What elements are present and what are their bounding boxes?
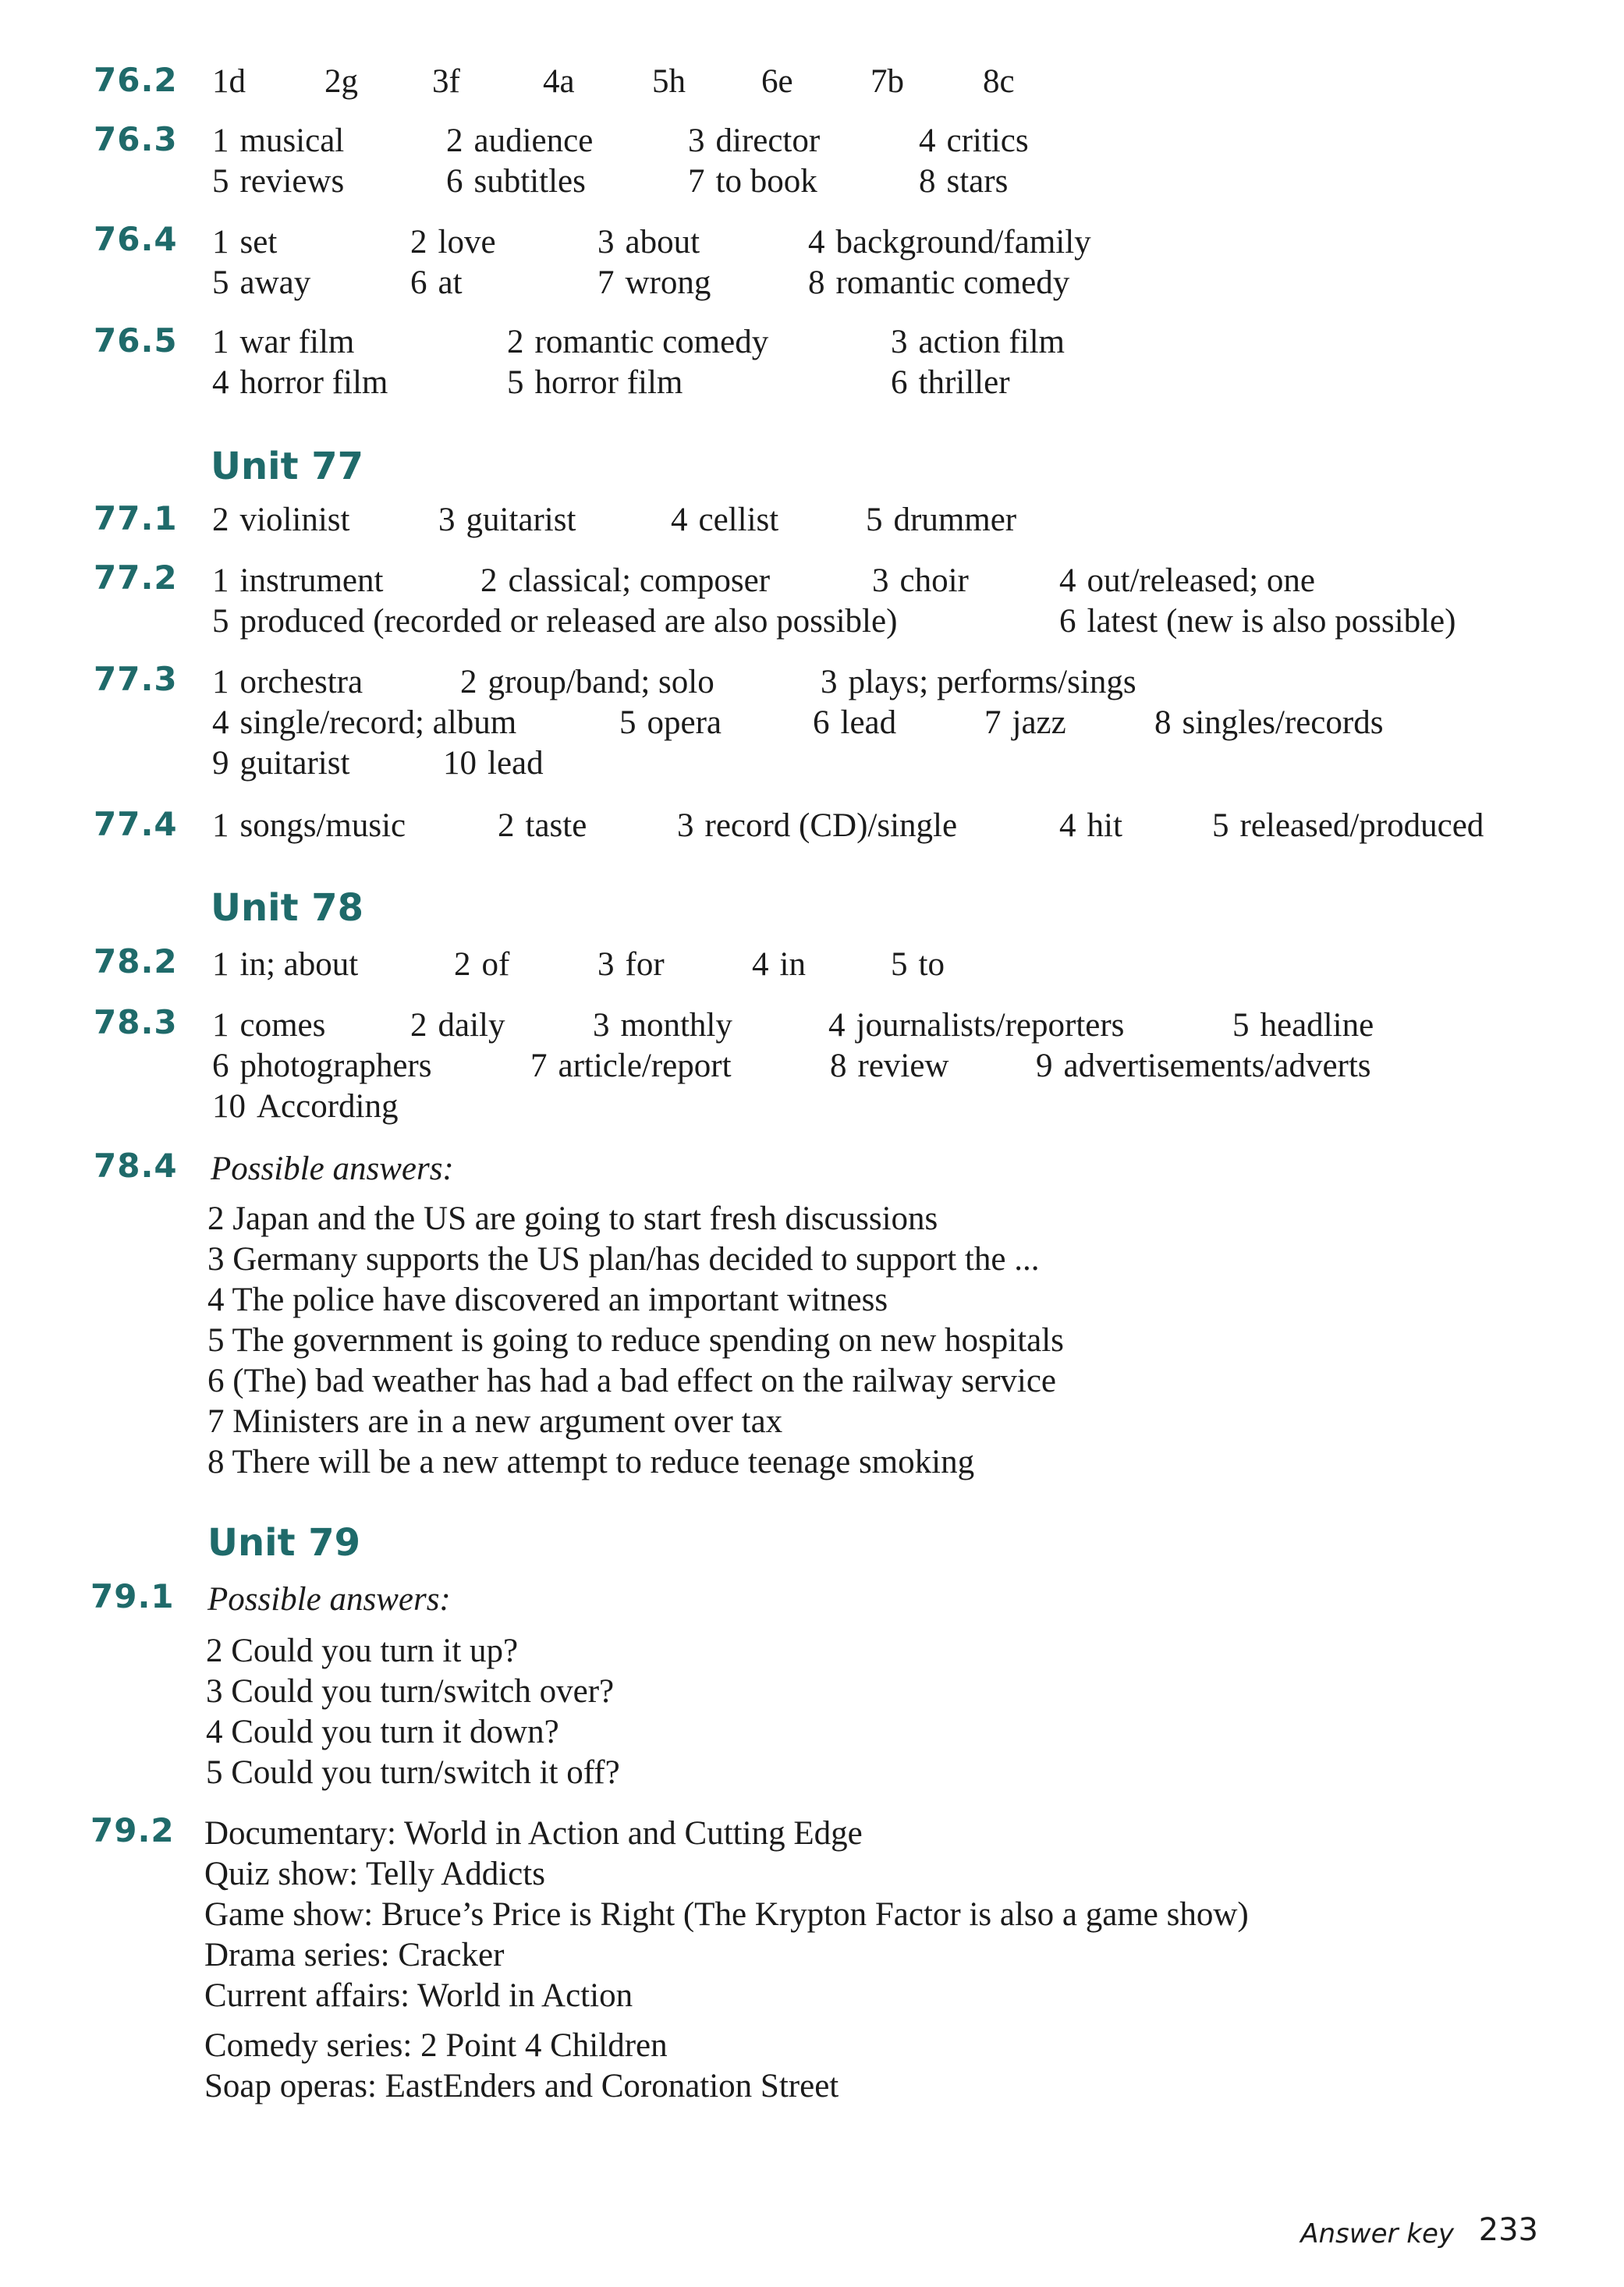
exercise-number: 76.3 [94, 120, 178, 158]
item-number: 6 [1059, 603, 1076, 640]
answer-item [410, 264, 463, 302]
item-number: 6 [446, 163, 463, 200]
item-number: 3 [438, 502, 456, 538]
answer-item [688, 122, 820, 160]
item-text: background/family [835, 224, 1091, 261]
item-text: away [239, 264, 311, 301]
item-number: 1 [212, 946, 229, 983]
answer-item [919, 122, 1029, 160]
answer-line: 7 Ministers are in a new argument over tax [207, 1403, 783, 1440]
item-number: 3 [593, 1007, 610, 1044]
answer-item [498, 807, 587, 845]
item-number: 2 [498, 807, 515, 844]
item-number: 5 [212, 603, 229, 640]
item-text: violinist [239, 502, 350, 538]
item-text: instrument [239, 562, 384, 599]
exercise-number: 77.3 [94, 660, 178, 698]
answer-item [808, 223, 1091, 261]
item-text: choir [899, 562, 969, 599]
answer-line: 2 Japan and the US are going to start fresh discussions [207, 1200, 938, 1237]
item-number: 2 [212, 502, 229, 538]
answer-line: 6 (The) bad weather has had a bad effect on the railway service [207, 1363, 1057, 1399]
item-text: to [918, 946, 945, 983]
item-text: orchestra [239, 664, 363, 700]
item-number: 1 [212, 664, 229, 700]
answer-item [212, 223, 277, 261]
item-number: 3 [872, 562, 889, 599]
item-number: 4 [1059, 807, 1076, 844]
footer-section-label: Answer key [1300, 2218, 1454, 2250]
answer-item [438, 501, 576, 539]
item-text: action film [918, 324, 1065, 360]
answer-item [619, 704, 722, 742]
exercise-number: 76.4 [94, 220, 178, 258]
answer-item [866, 501, 1016, 539]
answer-item [212, 122, 344, 160]
item-number: 1 [212, 324, 229, 360]
answer-item [688, 162, 817, 200]
answer-line: Current affairs: World in Action [204, 1977, 633, 2014]
item-text: hit [1087, 807, 1122, 844]
answer-item [677, 807, 957, 845]
answer-line: 4 The police have discovered an important witness [207, 1282, 888, 1318]
item-text: war film [239, 324, 355, 360]
item-number: 2 [446, 122, 463, 159]
item-text: at [438, 264, 463, 301]
answer-item [891, 945, 945, 984]
answer-item [507, 323, 768, 361]
answer-item [212, 744, 349, 782]
answer-item [891, 323, 1065, 361]
item-text: article/report [558, 1048, 732, 1084]
answer-item [212, 704, 516, 742]
item-text: lead [840, 704, 897, 741]
exercise-number: 76.5 [94, 321, 178, 360]
answer-item: 7b [871, 63, 904, 100]
item-number: 6 [891, 364, 908, 401]
item-number: 6 [212, 1048, 229, 1084]
item-number: 1 [212, 1007, 229, 1044]
item-text: romantic comedy [534, 324, 769, 360]
item-text: to book [715, 163, 817, 200]
item-number: 7 [688, 163, 705, 200]
item-number: 7 [597, 264, 615, 301]
item-number: 8 [830, 1048, 847, 1084]
answer-item [212, 363, 388, 402]
item-text: set [239, 224, 278, 261]
answer-item [1059, 562, 1315, 600]
item-number: 1 [212, 122, 229, 159]
answer-item [212, 162, 344, 200]
item-text: thriller [918, 364, 1010, 401]
item-text: single/record; album [239, 704, 517, 741]
possible-answers-label: Possible answers: [211, 1151, 454, 1187]
item-number: 5 [212, 264, 229, 301]
answer-item [507, 363, 683, 402]
item-number: 3 [597, 224, 615, 261]
answer-item [212, 945, 358, 984]
item-number: 2 [460, 664, 477, 700]
answer-line: Quiz show: Telly Addicts [204, 1856, 545, 1892]
item-text: romantic comedy [835, 264, 1070, 301]
item-number: 9 [1036, 1048, 1053, 1084]
answer-item [1059, 602, 1456, 640]
item-number: 9 [212, 745, 229, 782]
answer-item [480, 562, 770, 600]
answer-line: Documentary: World in Action and Cutting Edge [204, 1815, 863, 1852]
exercise-number: 78.3 [94, 1003, 178, 1041]
item-number: 3 [677, 807, 694, 844]
answer-line: Soap operas: EastEnders and Coronation Street [204, 2068, 839, 2104]
item-number: 5 [1212, 807, 1229, 844]
answer-item [891, 363, 1010, 402]
item-number: 4 [671, 502, 688, 538]
item-text: lead [488, 745, 544, 782]
answer-item: 6e [761, 63, 793, 100]
answer-item: 4a [543, 63, 575, 100]
item-text: subtitles [473, 163, 586, 200]
item-number: 4 [212, 364, 229, 401]
answer-item [872, 562, 969, 600]
answer-line: 5 Could you turn/switch it off? [206, 1754, 620, 1791]
item-number: 4 [919, 122, 936, 159]
answer-item [984, 704, 1066, 742]
item-number: 5 [891, 946, 908, 983]
answer-item [830, 1047, 949, 1085]
unit-heading: Unit 77 [211, 445, 364, 488]
answer-item [1154, 704, 1383, 742]
answer-item [1212, 807, 1484, 845]
item-text: produced (recorded or released are also possible) [239, 603, 898, 640]
item-number: 2 [410, 1007, 427, 1044]
answer-line: 2 Could you turn it up? [206, 1633, 519, 1669]
item-number: 6 [813, 704, 830, 741]
answer-item [597, 945, 665, 984]
answer-item [443, 744, 544, 782]
item-number: 10 [212, 1088, 246, 1125]
answer-item: 3f [432, 63, 460, 100]
answer-item [212, 501, 349, 539]
item-number: 2 [410, 224, 427, 261]
item-text: advertisements/adverts [1063, 1048, 1371, 1084]
item-text: monthly [620, 1007, 732, 1044]
answer-line: Game show: Bruce’s Price is Right (The Krypton Factor is also a game show) [204, 1896, 1249, 1933]
item-text: released/produced [1239, 807, 1484, 844]
item-text: songs/music [239, 807, 406, 844]
answer-line: Drama series: Cracker [204, 1937, 505, 1973]
answer-item [212, 663, 363, 701]
item-number: 8 [1154, 704, 1172, 741]
item-number: 6 [410, 264, 427, 301]
item-number: 7 [984, 704, 1002, 741]
exercise-number: 76.2 [94, 61, 178, 99]
answer-item [1059, 807, 1122, 845]
item-number: 8 [919, 163, 936, 200]
item-text: taste [525, 807, 587, 844]
unit-heading: Unit 79 [207, 1521, 361, 1565]
answer-line: 5 The government is going to reduce spending on new hospitals [207, 1322, 1064, 1359]
item-number: 3 [891, 324, 908, 360]
answer-line: Comedy series: 2 Point 4 Children [204, 2027, 668, 2064]
answer-item: 1d [212, 63, 246, 100]
item-text: in [779, 946, 806, 983]
item-text: guitarist [466, 502, 576, 538]
item-text: out/released; one [1087, 562, 1316, 599]
item-text: stars [946, 163, 1009, 200]
item-number: 5 [866, 502, 883, 538]
answer-item [212, 323, 354, 361]
item-text: comes [239, 1007, 326, 1044]
answer-item [212, 602, 897, 640]
answer-item [410, 223, 496, 261]
item-text: journalists/reporters [856, 1007, 1125, 1044]
item-number: 4 [828, 1007, 846, 1044]
item-text: musical [239, 122, 345, 159]
answer-item [597, 264, 711, 302]
item-number: 10 [443, 745, 477, 782]
item-text: of [481, 946, 510, 983]
item-number: 3 [597, 946, 615, 983]
item-text: wrong [625, 264, 711, 301]
answer-item [1232, 1006, 1374, 1044]
item-text: latest (new is also possible) [1087, 603, 1456, 640]
answer-item [813, 704, 896, 742]
item-number: 3 [821, 664, 838, 700]
item-number: 4 [752, 946, 769, 983]
item-number: 4 [1059, 562, 1076, 599]
item-text: photographers [239, 1048, 432, 1084]
exercise-number: 77.2 [94, 558, 178, 597]
item-text: for [625, 946, 665, 983]
item-number: 5 [1232, 1007, 1250, 1044]
item-text: audience [473, 122, 594, 159]
answer-item [671, 501, 778, 539]
answer-item [752, 945, 806, 984]
item-text: According [257, 1088, 399, 1125]
item-text: director [715, 122, 821, 159]
answer-line: 3 Could you turn/switch over? [206, 1673, 615, 1710]
item-number: 4 [212, 704, 229, 741]
answer-item [212, 562, 383, 600]
answer-line: 3 Germany supports the US plan/has decided to support the ... [207, 1241, 1040, 1278]
item-text: headline [1260, 1007, 1374, 1044]
item-number: 2 [507, 324, 524, 360]
answer-item [212, 807, 406, 845]
item-text: critics [946, 122, 1029, 159]
answer-item [530, 1047, 732, 1085]
item-text: review [857, 1048, 949, 1084]
item-text: singles/records [1182, 704, 1384, 741]
item-number: 8 [808, 264, 825, 301]
answer-item [212, 1006, 325, 1044]
answer-line: 4 Could you turn it down? [206, 1714, 559, 1750]
item-number: 1 [212, 807, 229, 844]
item-text: group/band; solo [488, 664, 714, 700]
answer-item [593, 1006, 732, 1044]
item-number: 5 [507, 364, 524, 401]
item-text: plays; performs/sings [848, 664, 1136, 700]
item-number: 5 [619, 704, 636, 741]
answer-item [460, 663, 714, 701]
item-text: daily [438, 1007, 505, 1044]
item-text: guitarist [239, 745, 350, 782]
answer-item [212, 264, 310, 302]
item-text: in; about [239, 946, 359, 983]
exercise-number: 78.2 [94, 942, 178, 980]
item-text: love [438, 224, 496, 261]
answer-item [446, 122, 593, 160]
answer-item [446, 162, 586, 200]
exercise-number: 79.1 [90, 1577, 175, 1615]
possible-answers-label: Possible answers: [207, 1581, 451, 1618]
item-number: 1 [212, 224, 229, 261]
item-number: 5 [212, 163, 229, 200]
exercise-number: 79.2 [90, 1811, 175, 1849]
item-number: 2 [480, 562, 498, 599]
item-number: 4 [808, 224, 825, 261]
exercise-number: 77.4 [94, 805, 178, 843]
item-text: cellist [698, 502, 779, 538]
item-text: jazz [1012, 704, 1066, 741]
answer-item [212, 1087, 399, 1126]
item-text: horror film [534, 364, 683, 401]
item-text: drummer [893, 502, 1017, 538]
item-text: about [625, 224, 700, 261]
answer-item: 2g [324, 63, 358, 100]
answer-item [597, 223, 700, 261]
item-number: 3 [688, 122, 705, 159]
answer-item [454, 945, 509, 984]
item-text: classical; composer [508, 562, 771, 599]
unit-heading: Unit 78 [211, 886, 364, 930]
answer-item: 8c [983, 63, 1015, 100]
answer-item [808, 264, 1069, 302]
answer-line: 8 There will be a new attempt to reduce teenage smoking [207, 1444, 975, 1480]
item-text: horror film [239, 364, 388, 401]
item-number: 7 [530, 1048, 548, 1084]
item-text: opera [647, 704, 722, 741]
answer-item [212, 1047, 432, 1085]
answer-item [828, 1006, 1124, 1044]
page-number: 233 [1478, 2212, 1538, 2248]
answer-item: 5h [652, 63, 686, 100]
exercise-number: 77.1 [94, 499, 178, 537]
item-text: record (CD)/single [704, 807, 958, 844]
answer-item [919, 162, 1008, 200]
exercise-number: 78.4 [94, 1147, 178, 1185]
item-number: 2 [454, 946, 471, 983]
answer-item [410, 1006, 505, 1044]
answer-item [1036, 1047, 1371, 1085]
item-text: reviews [239, 163, 345, 200]
answer-item [821, 663, 1136, 701]
item-number: 1 [212, 562, 229, 599]
